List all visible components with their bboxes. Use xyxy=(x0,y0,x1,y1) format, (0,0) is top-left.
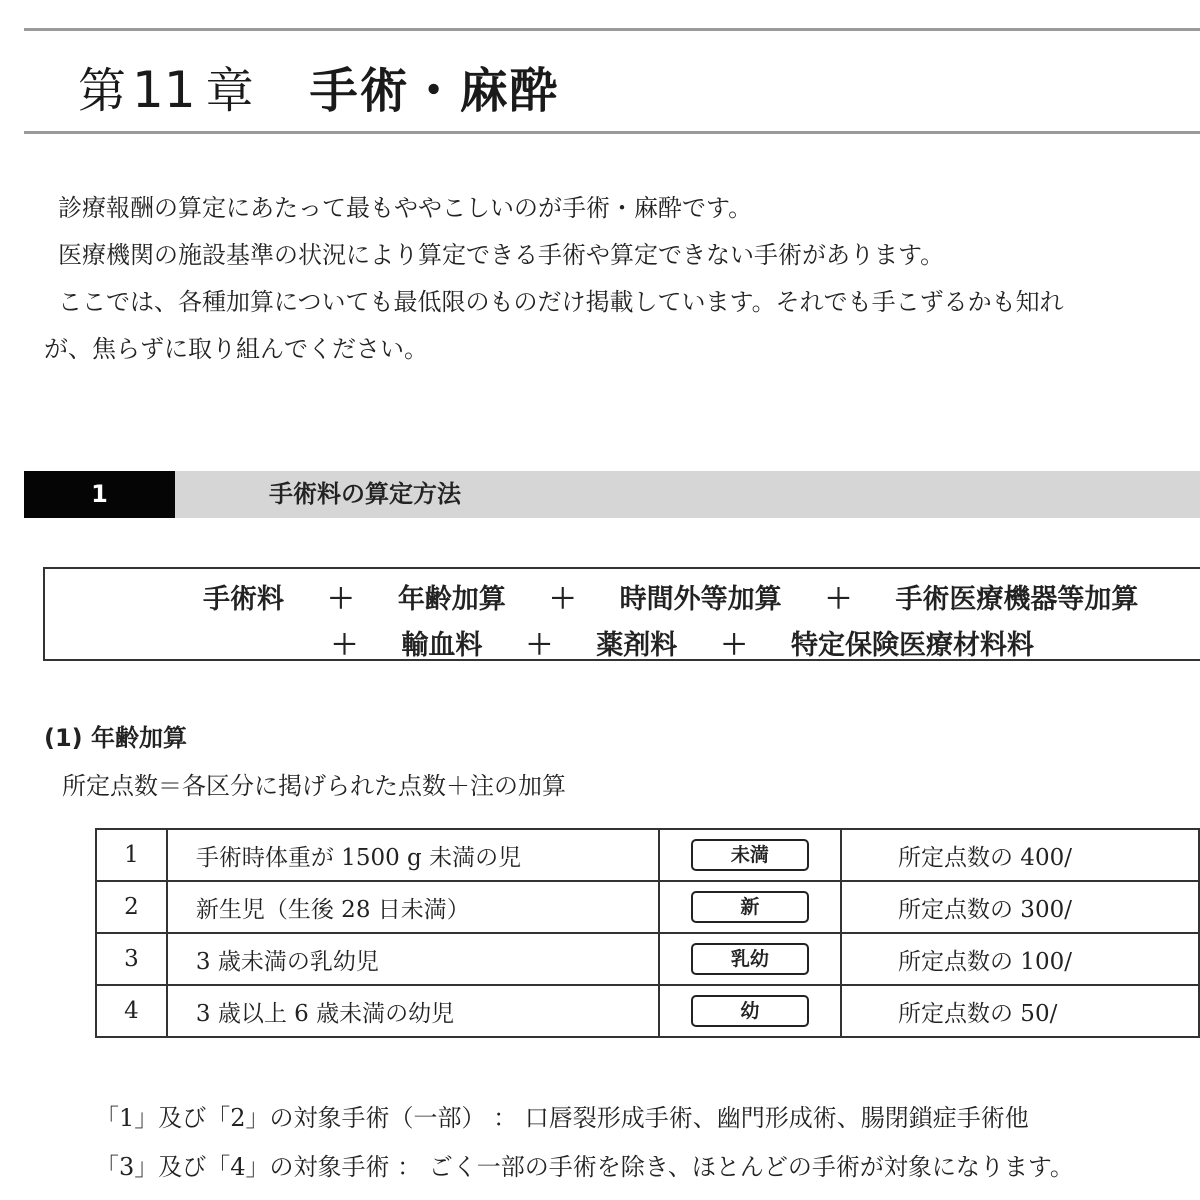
category-badge: 新 xyxy=(691,891,809,923)
badge-cell xyxy=(659,933,841,985)
row-description: 新生児（生後 28 日未満） xyxy=(167,881,659,933)
formula-term: 手術医療機器等加算 xyxy=(895,584,1139,615)
section-title: 手術料の算定方法 xyxy=(269,480,461,508)
row-description: 3 歳以上 6 歳未満の幼児 xyxy=(167,985,659,1037)
row-description: 手術時体重が 1500 g 未満の児 xyxy=(167,829,659,881)
formula-term: 手術料 xyxy=(203,584,284,615)
category-badge: 未満 xyxy=(691,839,809,871)
points-cell xyxy=(841,829,1199,881)
badge-cell xyxy=(659,829,841,881)
formula-box xyxy=(43,567,1200,661)
row-points: 所定点数の 300/ xyxy=(898,896,1072,923)
formula-line-2 xyxy=(331,623,1068,662)
table-row xyxy=(96,881,1199,933)
row-description: 3 歳未満の乳幼児 xyxy=(167,933,659,985)
chapter-title: 手術・麻酔 xyxy=(309,63,560,119)
points-cell xyxy=(841,933,1199,985)
row-number: 3 xyxy=(96,933,167,985)
badge-cell xyxy=(659,881,841,933)
intro-line: が、焦らずに取り組んでください。 xyxy=(44,335,428,363)
notes xyxy=(95,1094,1074,1192)
chapter-heading xyxy=(78,52,560,121)
plus-sign: ＋ xyxy=(720,630,748,661)
plus-sign: ＋ xyxy=(327,584,355,615)
intro-line: 診療報酬の算定にあたって最もややこしいのが手術・麻酔です。 xyxy=(58,194,753,222)
subsection-text: 所定点数＝各区分に掲げられた点数＋注の加算 xyxy=(62,772,566,800)
points-cell xyxy=(841,985,1199,1037)
row-points: 所定点数の 50/ xyxy=(898,1000,1058,1027)
note-line: 「3」及び「4」の対象手術 ： ごく一部の手術を除き、ほとんどの手術が対象になります。 xyxy=(95,1153,1074,1181)
section-number: 1 xyxy=(24,471,175,518)
row-number: 2 xyxy=(96,881,167,933)
badge-cell xyxy=(659,985,841,1037)
top-rule xyxy=(24,28,1200,31)
chapter-number: 11 xyxy=(132,61,196,119)
section-header xyxy=(24,471,1200,518)
row-points: 所定点数の 400/ xyxy=(898,844,1072,871)
plus-sign: ＋ xyxy=(825,584,853,615)
table-row xyxy=(96,829,1199,881)
table-row xyxy=(96,933,1199,985)
category-badge: 幼 xyxy=(691,995,809,1027)
row-number: 4 xyxy=(96,985,167,1037)
chapter-prefix: 第 xyxy=(78,63,127,119)
subsection-heading: (1) 年齢加算 xyxy=(44,724,187,752)
points-cell xyxy=(841,881,1199,933)
plus-sign: ＋ xyxy=(549,584,577,615)
table-row xyxy=(96,985,1199,1037)
note-line: 「1」及び「2」の対象手術（一部） ： 口唇裂形成手術、幽門形成術、腸閉鎖症手術他 xyxy=(95,1104,1029,1132)
plus-sign: ＋ xyxy=(525,630,553,661)
formula-term: 薬剤料 xyxy=(596,630,678,661)
bottom-rule xyxy=(24,131,1200,134)
intro-paragraph xyxy=(44,185,1064,373)
intro-line: 医療機関の施設基準の状況により算定できる手術や算定できない手術があります。 xyxy=(58,241,945,269)
age-addition-table xyxy=(95,828,1200,1038)
formula-term: 輸血料 xyxy=(401,630,483,661)
formula-term: 時間外等加算 xyxy=(619,584,782,615)
formula-term: 年齢加算 xyxy=(397,584,506,615)
chapter-suffix: 章 xyxy=(205,63,254,119)
intro-line: ここでは、各種加算についても最低限のものだけ掲載しています。それでも手こずるかも知れ xyxy=(58,288,1064,316)
formula-term: 特定保険医療材料料 xyxy=(791,630,1035,661)
formula-line-1 xyxy=(203,577,1172,616)
category-badge: 乳幼 xyxy=(691,943,809,975)
row-number: 1 xyxy=(96,829,167,881)
plus-sign: ＋ xyxy=(331,630,358,661)
row-points: 所定点数の 100/ xyxy=(898,948,1072,975)
